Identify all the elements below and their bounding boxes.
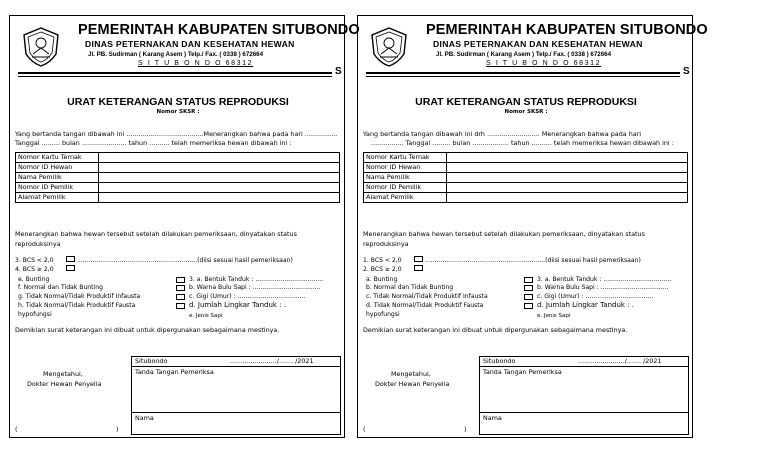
field-value[interactable]: [447, 163, 688, 173]
animal-attribute: e. Jenis Sapi: [537, 313, 571, 318]
header-rule-thick: [18, 72, 332, 74]
table-row: [364, 173, 688, 183]
bcs-2-checkbox[interactable]: [414, 265, 423, 271]
bracket-close: ): [116, 425, 119, 433]
bracket-open: (: [363, 425, 366, 433]
status-item: hypofungsi: [366, 311, 400, 318]
examiner-name-label: Nama: [135, 414, 154, 422]
bracket-close: ): [464, 425, 467, 433]
status-checkbox[interactable]: [524, 285, 533, 291]
statement-line-1: Menerangkan bahwa hewan tersebut setelah dilakukan pemeriksaan, dinyatakan status: [15, 230, 297, 238]
status-checkbox[interactable]: [176, 303, 185, 309]
status-checkbox[interactable]: [176, 294, 185, 300]
form-title: URAT KETERANGAN STATUS REPRODUKSI: [415, 96, 637, 108]
statement-line-1: Menerangkan bahwa hewan tersebut setelah dilakukan pemeriksaan, dinyatakan status: [363, 230, 645, 238]
field-label: Nama Pemilik: [16, 173, 99, 183]
status-item: g. Tidak Normal/Tidak Produktif Infausta: [18, 293, 141, 300]
status-item: hypofungsi: [18, 311, 52, 318]
intro-line-1: Yang bertanda tangan dibawah ini drh .......................... Menerangkan bahwa pada hari: [363, 130, 642, 138]
header-gov: PEMERINTAH KABUPATEN SITUBONDO: [426, 22, 708, 38]
table-row: [16, 153, 340, 163]
field-label: Alamat Pemilik: [16, 193, 99, 203]
header-city: S I T U B O N D O 68312: [486, 60, 602, 67]
table-row: [16, 163, 340, 173]
header-rule-thin: [18, 76, 332, 77]
status-checkbox[interactable]: [176, 277, 185, 283]
examiner-signature-label: Tanda Tangan Pemeriksa: [483, 368, 562, 376]
field-label: Nomor ID Hewan: [364, 163, 447, 173]
bcs-option-2: 2. BCS ≥ 2,0: [363, 266, 402, 273]
table-row: [16, 193, 340, 203]
status-checkbox[interactable]: [176, 285, 185, 291]
status-item: e. Bunting: [18, 276, 50, 283]
statement-line-2: reproduksinya: [15, 240, 61, 248]
table-row: [364, 163, 688, 173]
animal-attribute: b. Warna Bulu Sapi : ...................................: [189, 284, 321, 291]
status-item: c. Tidak Normal/Tidak Produktif Infausta: [366, 293, 488, 300]
examiner-signature-label: Tanda Tangan Pemeriksa: [135, 368, 214, 376]
sign-date: ......................./....... /2021: [230, 357, 314, 365]
bcs-1-checkbox[interactable]: [66, 256, 75, 262]
field-value[interactable]: [447, 153, 688, 163]
intro-line-2: ................ Tanggal ......... bulan .................. tahun .......... telah memeriksa hewan dibawah ini :: [371, 139, 674, 147]
supervising-vet-label: Dokter Hewan Penyelia: [27, 380, 102, 388]
animal-data-table: [15, 152, 340, 203]
signature-table: [479, 356, 689, 435]
table-row: [364, 153, 688, 163]
intro-line-2: Tanggal ......... bulan ...................... tahun .......... telah memeriksa hewan dibawah ini :: [15, 139, 292, 147]
status-item: h. Tidak Normal/Tidak Produktif Fausta: [18, 302, 136, 309]
sign-place: Situbondo: [483, 357, 516, 365]
sign-date: ......................./....... /2021: [578, 357, 662, 365]
field-label: Nomor ID Pemilik: [16, 183, 99, 193]
field-label: Nomor Kartu Ternak: [16, 153, 99, 163]
status-item: b. Normal dan Tidak Bunting: [366, 284, 454, 291]
closing-statement: Demikian surat keterangan ini dibuat untuk dipergunakan sebagaimana mestinya.: [15, 326, 280, 334]
mengetahui-label: Mengetahui,: [43, 370, 83, 378]
mengetahui-label: Mengetahui,: [391, 370, 431, 378]
signature-divider: [132, 412, 340, 413]
field-value[interactable]: [99, 193, 340, 203]
animal-attribute: 3. a. Bentuk Tanduk : ...................................: [537, 276, 672, 283]
form-right: [357, 15, 708, 438]
form-title: URAT KETERANGAN STATUS REPRODUKSI: [67, 96, 289, 108]
signature-divider: [480, 412, 688, 413]
header-s-mark: S: [683, 66, 690, 77]
header-gov: PEMERINTAH KABUPATEN SITUBONDO: [78, 22, 360, 38]
field-label: Nomor ID Hewan: [16, 163, 99, 173]
bcs-option-1: 3. BCS < 2,0: [15, 257, 54, 264]
form-left: [9, 15, 360, 438]
field-value[interactable]: [99, 153, 340, 163]
nomor-sksr: Nomor SKSR :: [504, 109, 548, 115]
bracket-open: (: [15, 425, 18, 433]
closing-statement: Demikian surat keterangan ini dibuat untuk dipergunakan sebagaimana mestinya.: [363, 326, 628, 334]
field-label: Nomor Kartu Ternak: [364, 153, 447, 163]
regency-crest-icon: [368, 26, 410, 68]
status-item: d. Tidak Normal/Tidak Produktif Fausta: [366, 302, 484, 309]
field-label: Alamat Pemilik: [364, 193, 447, 203]
bcs-option-2: 4. BCS ≥ 2,0: [15, 266, 54, 273]
field-label: Nama Pemilik: [364, 173, 447, 183]
header-rule-thick: [366, 72, 680, 74]
animal-attribute: b. Warna Bulu Sapi : ...................................: [537, 284, 669, 291]
bcs-1-checkbox[interactable]: [414, 256, 423, 262]
bcs-2-checkbox[interactable]: [66, 265, 75, 271]
header-address: Jl. PB. Sudirman ( Karang Asem ) Telp./ Fax. ( 0338 ) 672664: [88, 51, 264, 58]
header-address: Jl. PB. Sudirman ( Karang Asem ) Telp./ Fax. ( 0338 ) 672664: [436, 51, 612, 58]
bcs-option-1: 1. BCS < 2,0: [363, 257, 402, 264]
field-value[interactable]: [99, 173, 340, 183]
animal-attribute: c. Gigi (Umur) : ...................................: [189, 293, 306, 300]
bcs-1-fill: ..............................................................(diisi sesuai hasil pemeriksaan): [77, 257, 293, 264]
regency-crest-icon: [20, 26, 62, 68]
field-value[interactable]: [447, 193, 688, 203]
status-item: f. Normal dan Tidak Bunting: [18, 284, 103, 291]
bcs-1-fill: ..............................................................(diisi sesuai hasil pemeriksaan): [425, 257, 641, 264]
status-item: a. Bunting: [366, 276, 398, 283]
table-row: [16, 173, 340, 183]
status-checkbox[interactable]: [524, 294, 533, 300]
nomor-sksr: Nomor SKSR :: [156, 109, 200, 115]
field-value[interactable]: [447, 173, 688, 183]
header-city: S I T U B O N D O 68312: [138, 60, 254, 67]
intro-line-1: Yang bertanda tangan dibawah ini ......................................Menerangkan bahwa pada hari ................: [15, 130, 338, 138]
field-value[interactable]: [99, 183, 340, 193]
header-rule-thin: [366, 76, 680, 77]
animal-attribute: d. Jumlah Lingkar Tanduk : .: [189, 301, 286, 309]
field-value[interactable]: [447, 183, 688, 193]
header-dept: DINAS PETERNAKAN DAN KESEHATAN HEWAN: [433, 39, 643, 49]
field-value[interactable]: [99, 163, 340, 173]
animal-attribute: 3. a. Bentuk Tanduk : ...................................: [189, 276, 324, 283]
animal-attribute: d. Jumlah Lingkar Tanduk : .: [537, 301, 634, 309]
statement-line-2: reproduksinya: [363, 240, 409, 248]
status-checkbox[interactable]: [524, 303, 533, 309]
table-row: [364, 183, 688, 193]
status-checkbox[interactable]: [524, 277, 533, 283]
table-row: [16, 183, 340, 193]
table-row: [364, 193, 688, 203]
animal-data-table: [363, 152, 688, 203]
field-label: Nomor ID Pemilik: [364, 183, 447, 193]
header-dept: DINAS PETERNAKAN DAN KESEHATAN HEWAN: [85, 39, 295, 49]
examiner-name-label: Nama: [483, 414, 502, 422]
signature-table: [131, 356, 341, 435]
supervising-vet-label: Dokter Hewan Penyelia: [375, 380, 450, 388]
animal-attribute: e. Jenis Sapi: [189, 313, 223, 318]
animal-attribute: c. Gigi (Umur) : ...................................: [537, 293, 654, 300]
sign-place: Situbondo: [135, 357, 168, 365]
header-s-mark: S: [335, 66, 342, 77]
